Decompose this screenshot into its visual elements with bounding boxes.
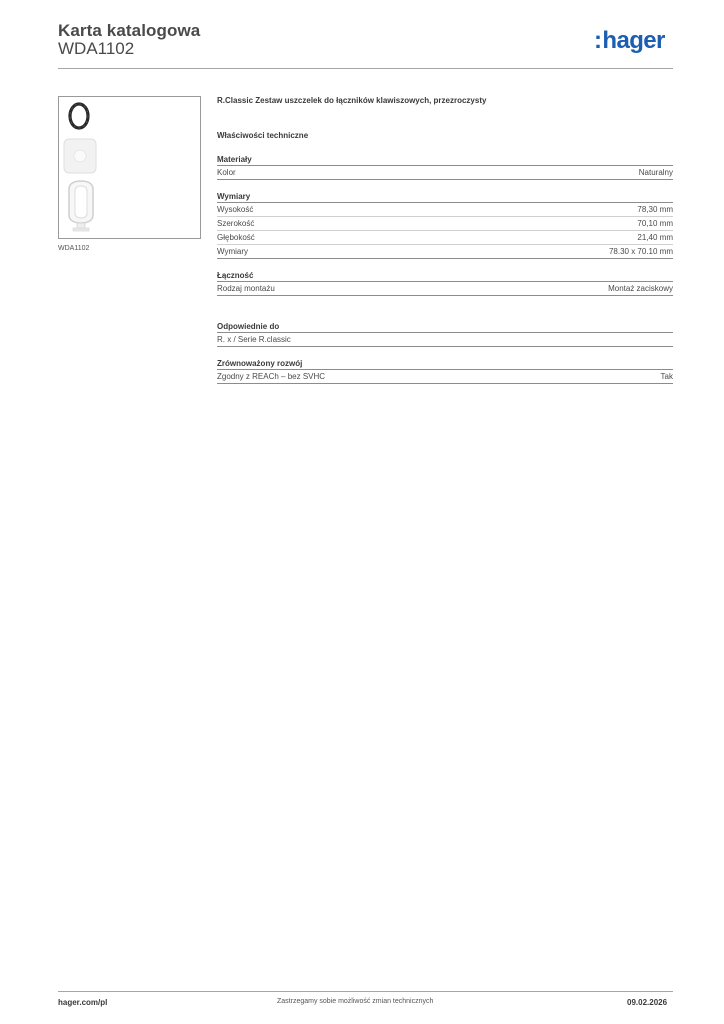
- section-title: Zrównoważony rozwój: [217, 358, 673, 370]
- spec-row: [217, 370, 673, 384]
- specification-panel: [217, 96, 673, 384]
- spec-value: 70,10 mm: [637, 219, 673, 228]
- section-sustainability: [217, 358, 673, 384]
- spec-label: Głębokość: [217, 233, 255, 242]
- section-title: Materiały: [217, 154, 673, 166]
- spec-label: Rodzaj montażu: [217, 284, 275, 293]
- spec-row: [217, 203, 673, 217]
- footer-date: 09.02.2026: [627, 998, 668, 1007]
- spec-row: [217, 245, 673, 259]
- spec-label: Zgodny z REACh – bez SVHC: [217, 372, 326, 381]
- technical-properties-heading: Właściwości techniczne: [217, 131, 309, 140]
- spec-row: [217, 333, 673, 347]
- logo-text: hager: [602, 27, 665, 54]
- header-divider: [58, 68, 673, 69]
- spec-value: 78,30 mm: [637, 205, 673, 214]
- spec-value: Montaż zaciskowy: [608, 284, 673, 293]
- section-suitable-for: [217, 321, 673, 347]
- spec-label: Wymiary: [217, 247, 249, 256]
- spec-row: [217, 217, 673, 231]
- logo-colon-icon: :: [594, 27, 602, 54]
- footer-disclaimer: Zastrzegamy sobie możliwość zmian technicznych: [277, 998, 434, 1005]
- product-description: R.Classic Zestaw uszczelek do łączników klawiszowych, przezroczysty: [217, 96, 487, 105]
- spec-value: Tak: [660, 372, 673, 381]
- spec-label: R. x / Serie R.classic: [217, 335, 291, 344]
- product-image: [58, 96, 201, 239]
- section-dimensions: [217, 191, 673, 259]
- spec-label: Wysokość: [217, 205, 254, 214]
- header-title: Karta katalogowa: [58, 21, 201, 40]
- product-photo-icon: [59, 97, 200, 238]
- section-connectivity: [217, 270, 673, 296]
- section-title: Odpowiednie do: [217, 321, 673, 333]
- product-code-caption: WDA1102: [58, 245, 90, 252]
- spec-label: Kolor: [217, 168, 236, 177]
- spec-row: [217, 231, 673, 245]
- spec-row: [217, 282, 673, 296]
- header-product-code: WDA1102: [58, 39, 135, 58]
- spec-row: [217, 166, 673, 180]
- hager-logo: [594, 27, 665, 55]
- footer-website-link[interactable]: hager.com/pl: [58, 998, 108, 1007]
- spec-label: Szerokość: [217, 219, 255, 228]
- section-title: Wymiary: [217, 191, 673, 203]
- spec-value: 78.30 x 70.10 mm: [608, 247, 673, 256]
- spec-value: 21,40 mm: [637, 233, 673, 242]
- footer-divider: [58, 991, 673, 992]
- section-materials: [217, 154, 673, 180]
- spec-value: Naturalny: [638, 168, 673, 177]
- section-title: Łączność: [217, 270, 673, 282]
